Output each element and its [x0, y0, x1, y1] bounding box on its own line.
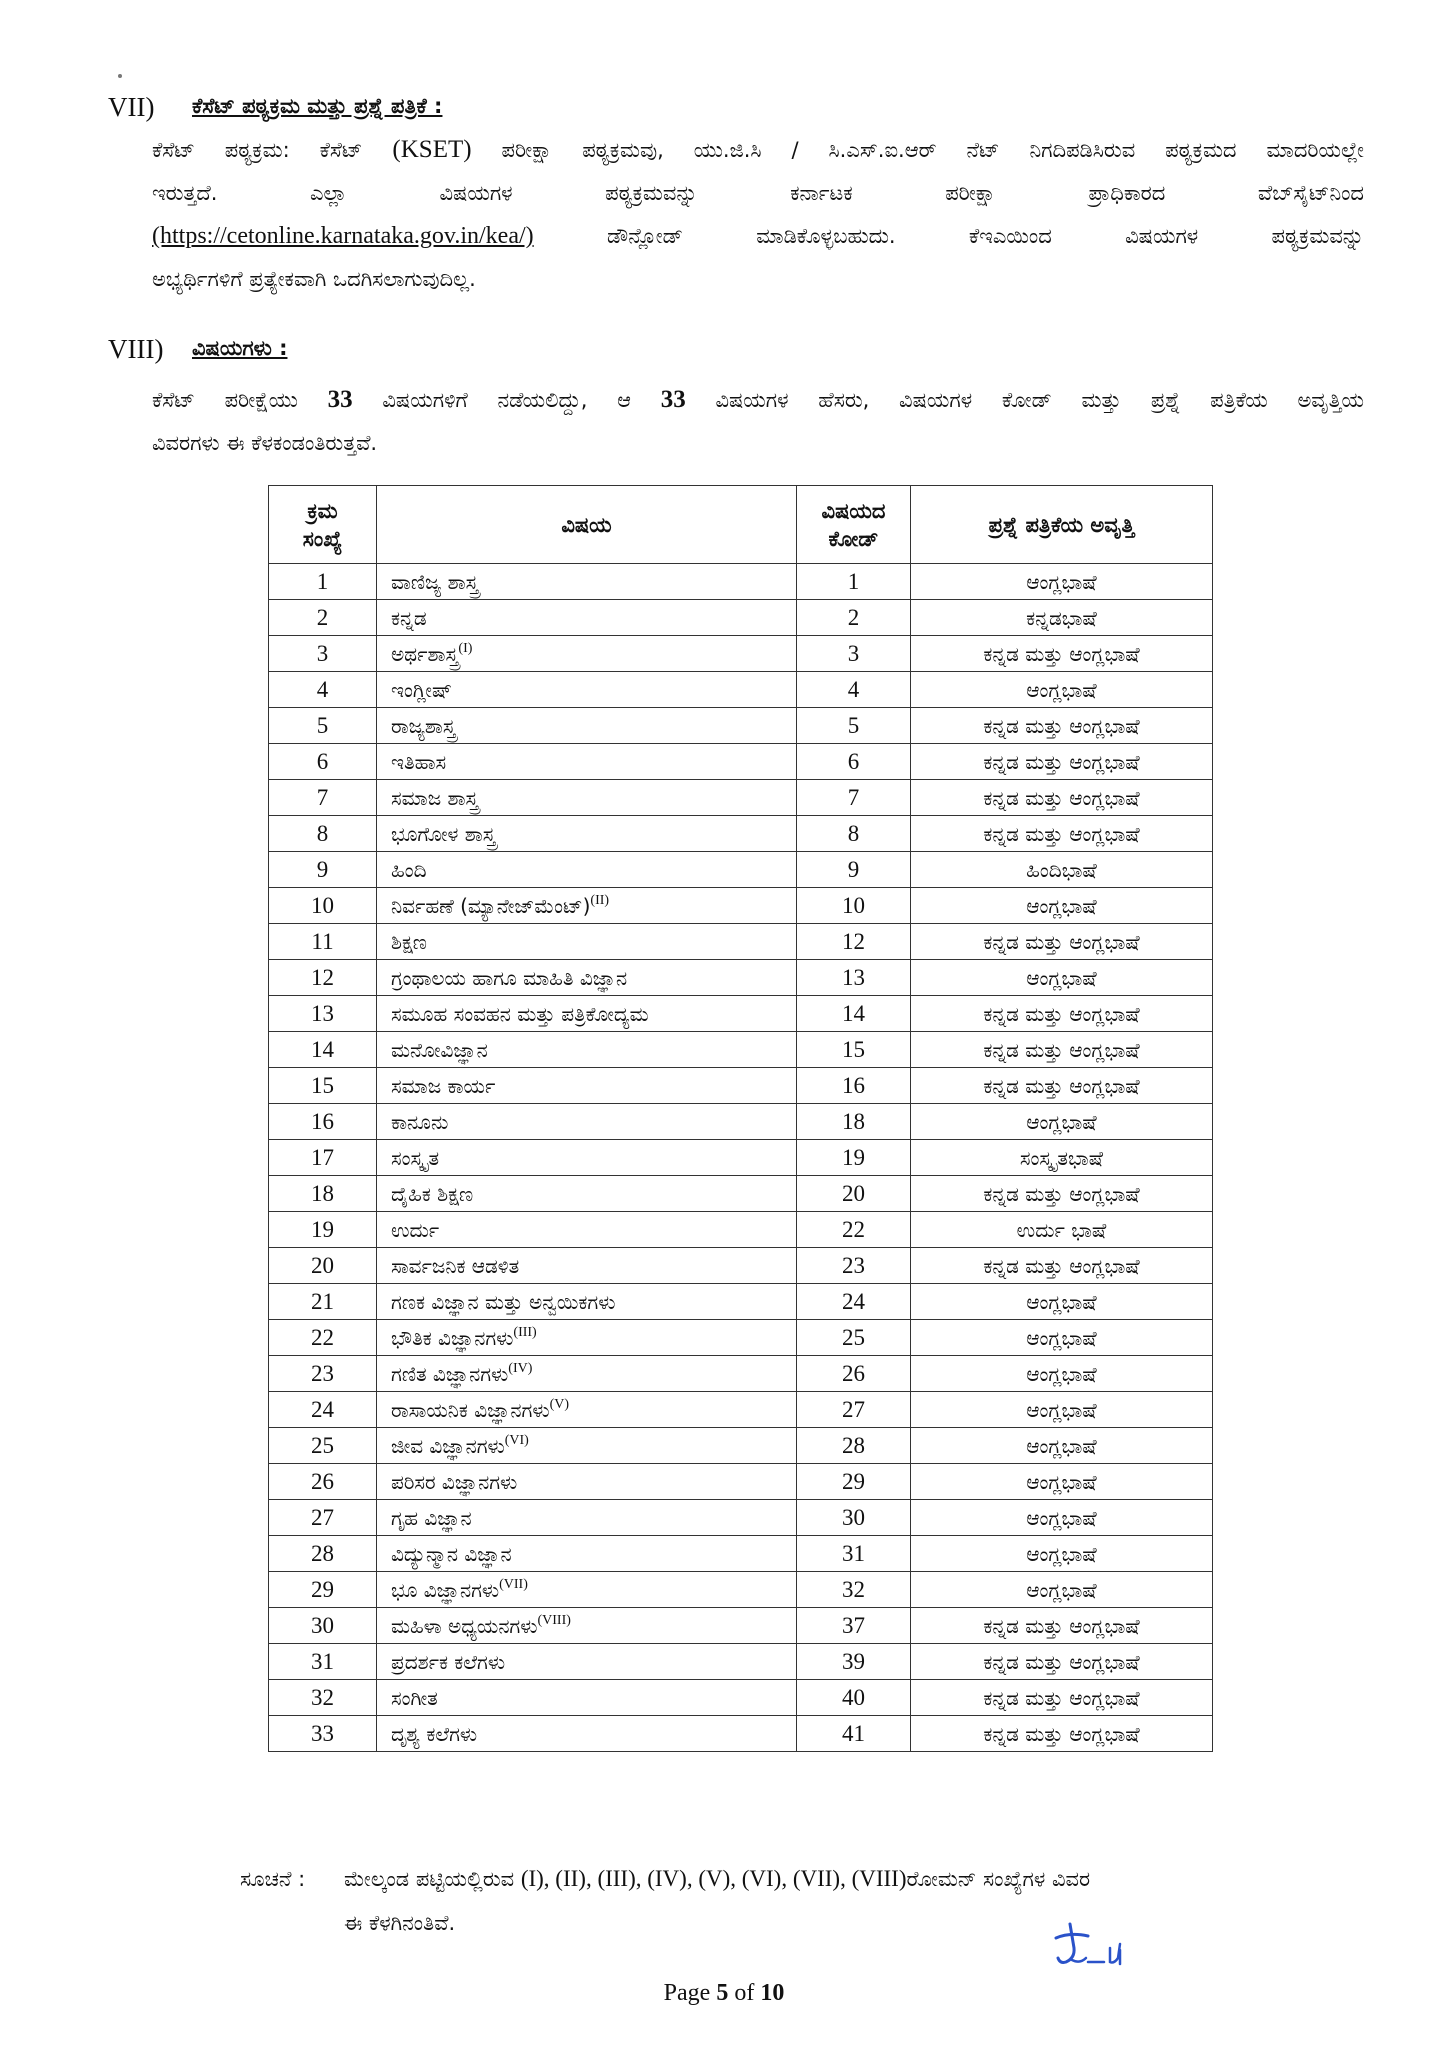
subject-code-cell: 19	[797, 1140, 911, 1176]
section-8-number: VIII)	[108, 334, 164, 364]
subject-code-cell: 9	[797, 852, 911, 888]
paper-medium-cell: ಕನ್ನಡ ಮತ್ತು ಆಂಗ್ಲಭಾಷೆ	[911, 744, 1213, 780]
footnote-marker: (III)	[513, 1324, 537, 1340]
serial-number-cell: 24	[269, 1392, 377, 1428]
serial-number-cell: 28	[269, 1536, 377, 1572]
paper-medium-cell: ಕನ್ನಡ ಮತ್ತು ಆಂಗ್ಲಭಾಷೆ	[911, 1176, 1213, 1212]
section-7-paragraph	[152, 128, 1364, 301]
serial-number-cell: 1	[269, 564, 377, 600]
header-serial-line-2: ಸಂಖ್ಯೆ	[302, 526, 343, 551]
serial-number-cell: 13	[269, 996, 377, 1032]
subject-name-cell	[377, 1212, 797, 1248]
subject-code-cell: 20	[797, 1176, 911, 1212]
header-code-line-2: ಕೋಡ್	[828, 526, 879, 551]
subject-code-cell: 2	[797, 600, 911, 636]
subject-name-cell	[377, 1536, 797, 1572]
subject-name: ಅರ್ಥಶಾಸ್ತ್ರ	[391, 641, 459, 666]
subject-code-cell: 12	[797, 924, 911, 960]
serial-number-cell: 33	[269, 1716, 377, 1752]
table-row	[269, 1284, 1213, 1320]
section-7-line-2: ಇರುತ್ತದೆ. ಎಲ್ಲಾ ವಿಷಯಗಳ ಪಠ್ಯಕ್ರಮವನ್ನು ಕರ್ನಾಟಕ ಪರೀಕ್ಷಾ ಪ್ರಾಧಿಕಾರದ ವೆಬ್‌ಸೈಟ್‌ನಿಂದ	[152, 181, 1364, 205]
subject-name-cell	[377, 924, 797, 960]
table-row	[269, 1500, 1213, 1536]
section-7-line-4: ಅಭ್ಯರ್ಥಿಗಳಿಗೆ ಪ್ರತ್ಯೇಕವಾಗಿ ಒದಗಿಸಲಾಗುವುದಿಲ್ಲ.	[152, 267, 476, 291]
subject-name-cell	[377, 1608, 797, 1644]
kset-abbrev: (KSET)	[392, 136, 472, 163]
table-row	[269, 924, 1213, 960]
footnote-line-1-a: ಮೇಲ್ಕಂಡ ಪಟ್ಟಿಯಲ್ಲಿರುವ	[344, 1867, 515, 1891]
section-7-line-1	[152, 128, 1364, 172]
header-subject-code	[797, 486, 911, 564]
subject-name-cell	[377, 1392, 797, 1428]
subject-name: ಉರ್ದು	[391, 1217, 440, 1242]
subject-name-cell	[377, 1572, 797, 1608]
subject-name-cell	[377, 1644, 797, 1680]
serial-number-cell: 18	[269, 1176, 377, 1212]
subject-name-cell	[377, 1140, 797, 1176]
table-row	[269, 600, 1213, 636]
paper-medium-cell: ಆಂಗ್ಲಭಾಷೆ	[911, 888, 1213, 924]
subject-code-cell: 27	[797, 1392, 911, 1428]
footnote-line-1-b: ರೋಮನ್ ಸಂಖ್ಯೆಗಳ ವಿವರ	[906, 1867, 1091, 1891]
subject-name: ಪ್ರದರ್ಶಕ ಕಲೆಗಳು	[391, 1649, 506, 1674]
subject-name: ಜೀವ ವಿಜ್ಞಾನಗಳು	[391, 1433, 505, 1458]
subject-name: ವಾಣಿಜ್ಯ ಶಾಸ್ತ್ರ	[391, 569, 479, 594]
paper-medium-cell: ಕನ್ನಡಭಾಷೆ	[911, 600, 1213, 636]
table-header-row	[269, 486, 1213, 564]
serial-number-cell: 23	[269, 1356, 377, 1392]
serial-number-cell: 21	[269, 1284, 377, 1320]
serial-number-cell: 9	[269, 852, 377, 888]
subject-name-cell	[377, 1248, 797, 1284]
subject-code-cell: 32	[797, 1572, 911, 1608]
table-row	[269, 1032, 1213, 1068]
subject-name-cell	[377, 1428, 797, 1464]
subject-code-cell: 5	[797, 708, 911, 744]
paper-medium-cell: ಆಂಗ್ಲಭಾಷೆ	[911, 1356, 1213, 1392]
serial-number-cell: 6	[269, 744, 377, 780]
section-8-paragraph	[152, 378, 1364, 465]
table-row	[269, 780, 1213, 816]
table-row	[269, 564, 1213, 600]
serial-number-cell: 27	[269, 1500, 377, 1536]
paper-medium-cell: ಆಂಗ್ಲಭಾಷೆ	[911, 1572, 1213, 1608]
section-7-line-3	[152, 215, 1364, 258]
kea-website-link[interactable]: (https://cetonline.karnataka.gov.in/kea/)	[152, 223, 534, 249]
subject-code-cell: 18	[797, 1104, 911, 1140]
subject-code-cell: 14	[797, 996, 911, 1032]
subject-name-cell	[377, 1680, 797, 1716]
paper-medium-cell: ಕನ್ನಡ ಮತ್ತು ಆಂಗ್ಲಭಾಷೆ	[911, 924, 1213, 960]
footnote-marker: (VIII)	[537, 1612, 571, 1628]
subject-name-cell	[377, 600, 797, 636]
signature-initials	[1052, 1918, 1140, 1978]
table-row	[269, 1068, 1213, 1104]
subject-name-cell	[377, 564, 797, 600]
paper-medium-cell: ಆಂಗ್ಲಭಾಷೆ	[911, 960, 1213, 996]
section-7-heading: ಕೆಸೆಟ್ ಪಠ್ಯಕ್ರಮ ಮತ್ತು ಪ್ರಶ್ನೆ ಪತ್ರಿಕೆ :	[192, 94, 443, 118]
section-7-line-1-c: ಪರೀಕ್ಷಾ ಪಠ್ಯಕ್ರಮವು, ಯು.ಜಿ.ಸಿ / ಸಿ.ಎಸ್.ಐ.ಆರ್ ನೆಟ್ ನಿಗದಿಪಡಿಸಿರುವ ಪಠ್ಯಕ್ರಮದ ಮಾದರಿಯಲ್ಲೇ	[501, 138, 1364, 162]
table-row	[269, 1248, 1213, 1284]
footnote-line-1	[240, 1857, 1090, 1901]
section-7-line-3-rest: ಡೌನ್ಲೋಡ್ ಮಾಡಿಕೊಳ್ಳಬಹುದು. ಕೆಇಎಯಿಂದ ವಿಷಯಗಳ ಪಠ್ಯಕ್ರಮವನ್ನು	[607, 224, 1364, 248]
footnote-marker: (VII)	[499, 1576, 528, 1592]
table-row	[269, 1212, 1213, 1248]
subject-name: ಕಾನೂನು	[391, 1109, 449, 1134]
paper-medium-cell: ಆಂಗ್ಲಭಾಷೆ	[911, 1428, 1213, 1464]
table-row	[269, 852, 1213, 888]
subject-name-cell	[377, 816, 797, 852]
paper-medium-cell: ಉರ್ದು ಭಾಷೆ	[911, 1212, 1213, 1248]
subject-name-cell	[377, 1320, 797, 1356]
header-subject: ವಿಷಯ	[377, 486, 797, 564]
subject-name: ರಾಜ್ಯಶಾಸ್ತ್ರ	[391, 713, 456, 738]
subject-name-cell	[377, 1068, 797, 1104]
section-8-line-1	[152, 378, 1364, 422]
paper-medium-cell: ಕನ್ನಡ ಮತ್ತು ಆಂಗ್ಲಭಾಷೆ	[911, 1716, 1213, 1752]
paper-medium-cell: ಕನ್ನಡ ಮತ್ತು ಆಂಗ್ಲಭಾಷೆ	[911, 816, 1213, 852]
table-row	[269, 1176, 1213, 1212]
serial-number-cell: 25	[269, 1428, 377, 1464]
subjects-table	[268, 485, 1213, 1752]
serial-number-cell: 20	[269, 1248, 377, 1284]
subject-name: ಗಣಿತ ವಿಜ್ಞಾನಗಳು	[391, 1361, 509, 1386]
serial-number-cell: 12	[269, 960, 377, 996]
serial-number-cell: 15	[269, 1068, 377, 1104]
subject-name: ಶಿಕ್ಷಣ	[391, 929, 427, 954]
table-row	[269, 636, 1213, 672]
subject-name-cell	[377, 636, 797, 672]
paper-medium-cell: ಕನ್ನಡ ಮತ್ತು ಆಂಗ್ಲಭಾಷೆ	[911, 1068, 1213, 1104]
subject-name: ಭೂಗೋಳ ಶಾಸ್ತ್ರ	[391, 821, 496, 846]
serial-number-cell: 30	[269, 1608, 377, 1644]
footer-current-page: 5	[716, 1980, 729, 2006]
serial-number-cell: 22	[269, 1320, 377, 1356]
subject-name-cell	[377, 1356, 797, 1392]
subject-code-cell: 28	[797, 1428, 911, 1464]
subject-name: ಗೃಹ ವಿಜ್ಞಾನ	[391, 1505, 472, 1530]
subject-name: ಗ್ರಂಥಾಲಯ ಹಾಗೂ ಮಾಹಿತಿ ವಿಜ್ಞಾನ	[391, 965, 628, 990]
subject-code-cell: 26	[797, 1356, 911, 1392]
subject-code-cell: 24	[797, 1284, 911, 1320]
subject-code-cell: 1	[797, 564, 911, 600]
subject-code-cell: 37	[797, 1608, 911, 1644]
subject-code-cell: 15	[797, 1032, 911, 1068]
serial-number-cell: 10	[269, 888, 377, 924]
serial-number-cell: 8	[269, 816, 377, 852]
table-row	[269, 960, 1213, 996]
subject-code-cell: 23	[797, 1248, 911, 1284]
subject-name: ಭೂ ವಿಜ್ಞಾನಗಳು	[391, 1577, 500, 1602]
paper-medium-cell: ಕನ್ನಡ ಮತ್ತು ಆಂಗ್ಲಭಾಷೆ	[911, 708, 1213, 744]
paper-medium-cell: ಆಂಗ್ಲಭಾಷೆ	[911, 1464, 1213, 1500]
section-8-line-1-b: ವಿಷಯಗಳಿಗೆ ನಡೆಯಲಿದ್ದು, ಆ	[382, 388, 631, 412]
paper-medium-cell: ಕನ್ನಡ ಮತ್ತು ಆಂಗ್ಲಭಾಷೆ	[911, 636, 1213, 672]
subject-name: ಭೌತಿಕ ವಿಜ್ಞಾನಗಳು	[391, 1325, 514, 1350]
footnote-roman-list: (I), (II), (III), (IV), (V), (VI), (VII), (VIII)	[520, 1866, 907, 1891]
subject-name-cell	[377, 1032, 797, 1068]
paper-medium-cell: ಕನ್ನಡ ಮತ್ತು ಆಂಗ್ಲಭಾಷೆ	[911, 1032, 1213, 1068]
subject-name-cell	[377, 1716, 797, 1752]
serial-number-cell: 4	[269, 672, 377, 708]
serial-number-cell: 2	[269, 600, 377, 636]
serial-number-cell: 17	[269, 1140, 377, 1176]
table-row	[269, 1572, 1213, 1608]
paper-medium-cell: ಆಂಗ್ಲಭಾಷೆ	[911, 1500, 1213, 1536]
subject-code-cell: 13	[797, 960, 911, 996]
subject-name-cell	[377, 672, 797, 708]
serial-number-cell: 14	[269, 1032, 377, 1068]
page-footer	[0, 1980, 1448, 2007]
subject-name-cell	[377, 1500, 797, 1536]
subject-name: ಸಮಾಜ ಕಾರ್ಯ	[391, 1073, 496, 1098]
paper-medium-cell: ಕನ್ನಡ ಮತ್ತು ಆಂಗ್ಲಭಾಷೆ	[911, 1680, 1213, 1716]
subject-code-cell: 6	[797, 744, 911, 780]
serial-number-cell: 3	[269, 636, 377, 672]
serial-number-cell: 29	[269, 1572, 377, 1608]
subject-count-1: 33	[327, 386, 353, 413]
table-row	[269, 1464, 1213, 1500]
paper-medium-cell: ಆಂಗ್ಲಭಾಷೆ	[911, 1320, 1213, 1356]
scan-speck	[118, 74, 122, 78]
section-7-line-1-a: ಕೆಸೆಟ್ ಪಠ್ಯಕ್ರಮ: ಕೆಸೆಟ್	[152, 138, 363, 162]
serial-number-cell: 11	[269, 924, 377, 960]
subject-name: ಹಿಂದಿ	[391, 857, 427, 882]
table-row	[269, 708, 1213, 744]
section-8-line-2: ವಿವರಗಳು ಈ ಕೆಳಕಂಡಂತಿರುತ್ತವೆ.	[152, 431, 378, 455]
subject-name: ಪರಿಸರ ವಿಜ್ಞಾನಗಳು	[391, 1469, 518, 1494]
paper-medium-cell: ಕನ್ನಡ ಮತ್ತು ಆಂಗ್ಲಭಾಷೆ	[911, 1608, 1213, 1644]
subject-name-cell	[377, 708, 797, 744]
subject-count-2: 33	[660, 386, 686, 413]
subject-name: ನಿರ್ವಹಣೆ (ಮ್ಯಾನೇಜ್‌ಮೆಂಟ್)	[391, 893, 591, 918]
section-8-line-1-c: ವಿಷಯಗಳ ಹೆಸರು, ವಿಷಯಗಳ ಕೋಡ್ ಮತ್ತು ಪ್ರಶ್ನೆ ಪತ್ರಿಕೆಯ ಅವೃತ್ತಿಯ	[715, 388, 1364, 412]
subject-code-cell: 3	[797, 636, 911, 672]
header-serial-line-1: ಕ್ರಮ	[307, 498, 338, 523]
subject-name-cell	[377, 960, 797, 996]
footer-total-pages: 10	[760, 1980, 785, 2006]
paper-medium-cell: ಸಂಸ್ಕೃತಭಾಷೆ	[911, 1140, 1213, 1176]
paper-medium-cell: ಹಿಂದಿಭಾಷೆ	[911, 852, 1213, 888]
table-row	[269, 996, 1213, 1032]
subject-code-cell: 31	[797, 1536, 911, 1572]
subject-name: ಸಂಗೀತ	[391, 1685, 438, 1710]
table-row	[269, 1392, 1213, 1428]
subject-name-cell	[377, 780, 797, 816]
subject-name: ಇಂಗ್ಲೀಷ್	[391, 677, 453, 702]
table-row	[269, 1680, 1213, 1716]
section-8-line-1-a: ಕೆಸೆಟ್ ಪರೀಕ್ಷೆಯು	[152, 388, 298, 412]
table-row	[269, 1356, 1213, 1392]
section-7-number: VII)	[108, 92, 155, 122]
paper-medium-cell: ಕನ್ನಡ ಮತ್ತು ಆಂಗ್ಲಭಾಷೆ	[911, 1644, 1213, 1680]
table-row	[269, 1536, 1213, 1572]
subject-code-cell: 22	[797, 1212, 911, 1248]
subject-name: ಕನ್ನಡ	[391, 605, 427, 630]
subject-name: ಸಮಾಜ ಶಾಸ್ತ್ರ	[391, 785, 479, 810]
subject-name: ಮನೋವಿಜ್ಞಾನ	[391, 1037, 488, 1062]
subject-name-cell	[377, 852, 797, 888]
subject-code-cell: 41	[797, 1716, 911, 1752]
subject-code-cell: 7	[797, 780, 911, 816]
subject-name: ರಾಸಾಯನಿಕ ವಿಜ್ಞಾನಗಳು	[391, 1397, 550, 1422]
paper-medium-cell: ಕನ್ನಡ ಮತ್ತು ಆಂಗ್ಲಭಾಷೆ	[911, 1248, 1213, 1284]
header-paper-medium: ಪ್ರಶ್ನೆ ಪತ್ರಿಕೆಯ ಅವೃತ್ತಿ	[911, 486, 1213, 564]
table-row	[269, 1644, 1213, 1680]
subject-code-cell: 16	[797, 1068, 911, 1104]
subject-name: ಸಮೂಹ ಸಂವಹನ ಮತ್ತು ಪತ್ರಿಕೋದ್ಯಮ	[391, 1001, 649, 1026]
footer-of-word: of	[734, 1980, 755, 2006]
serial-number-cell: 32	[269, 1680, 377, 1716]
table-row	[269, 1428, 1213, 1464]
serial-number-cell: 19	[269, 1212, 377, 1248]
subject-code-cell: 39	[797, 1644, 911, 1680]
footnote-marker: (II)	[590, 892, 610, 908]
paper-medium-cell: ಆಂಗ್ಲಭಾಷೆ	[911, 564, 1213, 600]
table-row	[269, 1320, 1213, 1356]
table-row	[269, 816, 1213, 852]
subject-code-cell: 30	[797, 1500, 911, 1536]
paper-medium-cell: ಆಂಗ್ಲಭಾಷೆ	[911, 1392, 1213, 1428]
subject-code-cell: 40	[797, 1680, 911, 1716]
header-code-line-1: ವಿಷಯದ	[821, 498, 886, 523]
table-row	[269, 888, 1213, 924]
subject-name-cell	[377, 1104, 797, 1140]
footnote-marker: (I)	[458, 640, 473, 656]
subject-name-cell	[377, 888, 797, 924]
footnote-marker: (IV)	[508, 1360, 533, 1376]
table-row	[269, 1716, 1213, 1752]
subject-name: ವಿದ್ಯುನ್ಮಾನ ವಿಜ್ಞಾನ	[391, 1541, 512, 1566]
serial-number-cell: 26	[269, 1464, 377, 1500]
footnote-marker: (VI)	[504, 1432, 529, 1448]
section-8-heading: ವಿಷಯಗಳು :	[192, 336, 288, 360]
serial-number-cell: 16	[269, 1104, 377, 1140]
subject-name: ದೈಹಿಕ ಶಿಕ್ಷಣ	[391, 1181, 474, 1206]
paper-medium-cell: ಆಂಗ್ಲಭಾಷೆ	[911, 1536, 1213, 1572]
footnote	[240, 1857, 1090, 1945]
table-row	[269, 744, 1213, 780]
subject-name: ಮಹಿಳಾ ಅಧ್ಯಯನಗಳು	[391, 1613, 538, 1638]
subject-name: ಗಣಕ ವಿಜ್ಞಾನ ಮತ್ತು ಅನ್ವಯಿಕಗಳು	[391, 1289, 616, 1314]
subject-code-cell: 10	[797, 888, 911, 924]
table-row	[269, 1104, 1213, 1140]
paper-medium-cell: ಆಂಗ್ಲಭಾಷೆ	[911, 672, 1213, 708]
subject-name: ಇತಿಹಾಸ	[391, 749, 447, 774]
footnote-line-2: ಈ ಕೆಳಗಿನಂತಿವೆ.	[344, 1911, 456, 1935]
table-row	[269, 1608, 1213, 1644]
subject-name-cell	[377, 1176, 797, 1212]
subject-name: ಸಂಸ್ಕೃತ	[391, 1145, 440, 1170]
subject-name-cell	[377, 1284, 797, 1320]
subject-name-cell	[377, 744, 797, 780]
table-body	[269, 564, 1213, 1752]
serial-number-cell: 7	[269, 780, 377, 816]
serial-number-cell: 31	[269, 1644, 377, 1680]
subject-name: ಸಾರ್ವಜನಿಕ ಆಡಳಿತ	[391, 1253, 520, 1278]
subject-name: ದೃಶ್ಯ ಕಲೆಗಳು	[391, 1721, 478, 1746]
subject-name-cell	[377, 1464, 797, 1500]
table-row	[269, 672, 1213, 708]
serial-number-cell: 5	[269, 708, 377, 744]
paper-medium-cell: ಕನ್ನಡ ಮತ್ತು ಆಂಗ್ಲಭಾಷೆ	[911, 780, 1213, 816]
paper-medium-cell: ಆಂಗ್ಲಭಾಷೆ	[911, 1284, 1213, 1320]
footnote-label: ಸೂಚನೆ :	[240, 1867, 306, 1891]
header-serial-number	[269, 486, 377, 564]
paper-medium-cell: ಆಂಗ್ಲಭಾಷೆ	[911, 1104, 1213, 1140]
subject-code-cell: 25	[797, 1320, 911, 1356]
footer-page-word: Page	[663, 1980, 711, 2006]
paper-medium-cell: ಕನ್ನಡ ಮತ್ತು ಆಂಗ್ಲಭಾಷೆ	[911, 996, 1213, 1032]
table-row	[269, 1140, 1213, 1176]
footnote-marker: (V)	[549, 1396, 569, 1412]
subject-name-cell	[377, 996, 797, 1032]
subject-code-cell: 4	[797, 672, 911, 708]
subject-code-cell: 8	[797, 816, 911, 852]
subject-code-cell: 29	[797, 1464, 911, 1500]
